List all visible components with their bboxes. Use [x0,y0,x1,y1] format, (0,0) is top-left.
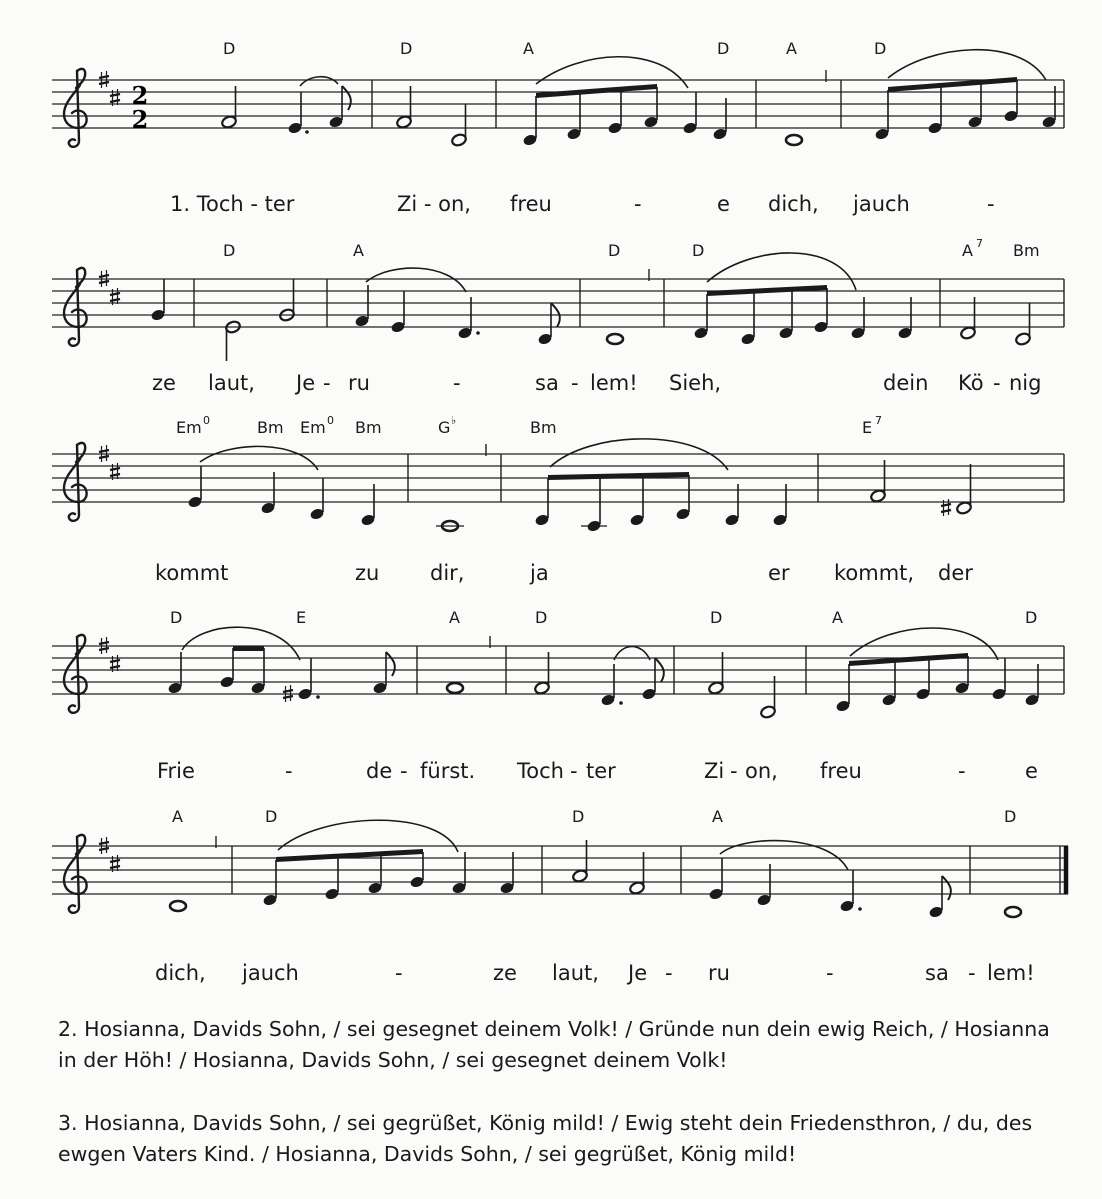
chord-symbol: D [874,39,887,58]
lyric-row-4 [157,759,1038,783]
chord-symbol: Bm [530,418,557,437]
lyric-syllable: de [366,759,393,783]
chord-symbol: D [535,608,548,627]
lyric-syllable: laut, [552,961,599,985]
lyric-syllable: Zi [704,759,725,783]
chord-symbol: D [265,807,278,826]
chord-symbol: D [223,241,236,260]
lyric-syllable: jauch [242,961,299,985]
verse-3-text: 3. Hosianna, Davids Sohn, / sei gegrüßet, König mild! / Ewig steht dein Friedensthron, / du, des ewgen Vaters Kind. / Hosianna, Davids Sohn, / sei gegrüßet, König mild! [58,1111,1033,1166]
lyric-syllable: ru [708,961,730,985]
note [682,92,697,135]
note [991,658,1006,701]
beamed-group [874,77,1018,141]
staff-system-4 [52,608,1064,783]
staff-system-1 [52,39,1064,216]
chord-symbol: D [1004,807,1017,826]
chord-superscript: ♭ [451,414,457,427]
lyric-syllable: Sieh, [669,371,722,395]
lyric-syllable: - [570,759,578,783]
note [708,858,723,901]
staff [52,846,1068,894]
lyric-syllable: sa [535,371,559,395]
lyric-syllable: - [453,371,461,395]
lyric-syllable: freu [820,759,862,783]
lyric-syllable: sa [925,961,949,985]
lyric-syllable: jauch [853,192,910,216]
note [607,334,623,344]
beamed-group [522,84,658,147]
lyric-syllable: dir, [430,561,465,585]
chord-superscript: 7 [976,237,983,250]
chord-symbol: Em [300,418,326,437]
note [436,521,464,531]
lyric-syllable: Je [628,961,648,985]
note [225,320,242,361]
lyric-syllable: - [993,371,1001,395]
note [1015,303,1032,346]
beamed-group [835,653,969,713]
lyric-syllable: kommt, [834,561,915,585]
staff-system-2 [52,237,1064,395]
lyric-syllable: lem! [590,371,638,395]
lyric-syllable: lem! [987,961,1035,985]
note [447,683,463,693]
chord-symbol: G [438,418,451,437]
lyric-syllable: - [730,759,738,783]
chord-symbol: E [296,608,307,627]
lyric-syllable: dein [883,371,929,395]
staff-system-3 [52,414,1064,585]
chord-symbol: A [449,608,460,627]
chord-symbol: A [712,807,723,826]
chord-superscript: 0 [327,414,334,427]
time-signature-top: 2 [131,81,149,110]
lyric-syllable: Toch [517,759,564,783]
lyric-syllable: - [987,192,995,216]
lyric-syllable: Kö [958,371,984,395]
lyric-syllable: freu [510,192,552,216]
chord-symbol: Bm [355,418,382,437]
lyric-row-3 [155,561,973,585]
note [390,291,405,334]
chord-symbol: A [523,39,534,58]
lyric-syllable: ze [152,371,176,395]
lyric-syllable: - [968,961,976,985]
lyric-row-2 [152,371,1041,395]
lyric-syllable: Frie [157,759,195,783]
lyric-syllable: ja [530,561,549,585]
chord-superscript: 0 [203,414,210,427]
chord-row-2 [223,237,1040,260]
lyric-syllable: on, [745,759,778,783]
lyric-syllable: zu [355,561,380,585]
chord-symbol: D [608,241,621,260]
chord-row-3 [176,414,882,437]
note [1005,907,1021,917]
lyric-syllable: dich, [768,192,819,216]
lyric-row-5 [155,961,1035,985]
chord-row-5 [172,807,1016,826]
chord-symbol: D [572,807,585,826]
chord-symbol: D [710,608,723,627]
chord-superscript: 7 [875,414,882,427]
note [537,303,560,346]
lyric-syllable: - [826,961,834,985]
lyric-syllable: - [665,961,673,985]
lyric-syllable: 1. Toch - ter [170,192,295,216]
chord-symbol: A [832,608,843,627]
lyric-syllable: e [717,192,730,216]
chord-symbol: D [692,241,705,260]
staff [52,279,1064,327]
lyric-syllable: ze [493,961,517,985]
note [187,466,202,509]
lyric-syllable: - [400,759,408,783]
lyric-row-1 [170,192,995,216]
chord-symbol: A [172,807,183,826]
note [839,870,862,913]
chord-symbol: Bm [257,418,284,437]
lyric-syllable: ter [586,759,616,783]
lyric-syllable: - [634,192,642,216]
chord-symbol: D [717,39,730,58]
staff [52,646,1064,694]
note [170,901,186,911]
lyric-syllable: Zi - on, [397,192,471,216]
chord-symbol: A [962,241,973,260]
lyric-syllable: laut, [208,371,255,395]
verse-2-text: 2. Hosianna, Davids Sohn, / sei gesegnet deinem Volk! / Gründe nun dein ewig Reich, / Hosianna in der Höh! / Hosianna, Davids Sohn, / sei gesegnet deinem Volk! [58,1017,1050,1072]
lyric-syllable: - [395,961,403,985]
staff-system-5 [52,807,1068,985]
note [150,279,165,322]
chord-row-1 [223,39,886,58]
lyric-syllable: - [958,759,966,783]
note [309,478,324,521]
note [279,279,296,322]
note [451,104,468,147]
lyric-syllable: fürst. [420,759,476,783]
lyric-syllable: nig [1009,371,1042,395]
note [786,135,802,145]
chord-symbol: A [353,241,364,260]
lyric-syllable: - [571,371,579,395]
chord-symbol: E [862,418,873,437]
lyric-syllable: - [323,371,331,395]
chord-row-4 [170,608,1037,627]
chord-symbol: D [170,608,183,627]
lyric-syllable: dich, [155,961,206,985]
lyric-syllable: e [1025,759,1038,783]
lyric-syllable: kommt [155,561,229,585]
chord-symbol: A [786,39,797,58]
lyric-syllable: Je [296,371,316,395]
chord-symbol: Em [176,418,202,437]
lyric-syllable: der [938,561,973,585]
chord-symbol: D [1025,608,1038,627]
chord-symbol: Bm [1013,241,1040,260]
lyric-syllable: er [768,561,790,585]
lyric-syllable: - [285,759,293,783]
chord-symbol: D [400,39,413,58]
time-signature-bottom: 2 [131,105,149,134]
lyric-syllable: ru [348,371,370,395]
chord-symbol: D [223,39,236,58]
